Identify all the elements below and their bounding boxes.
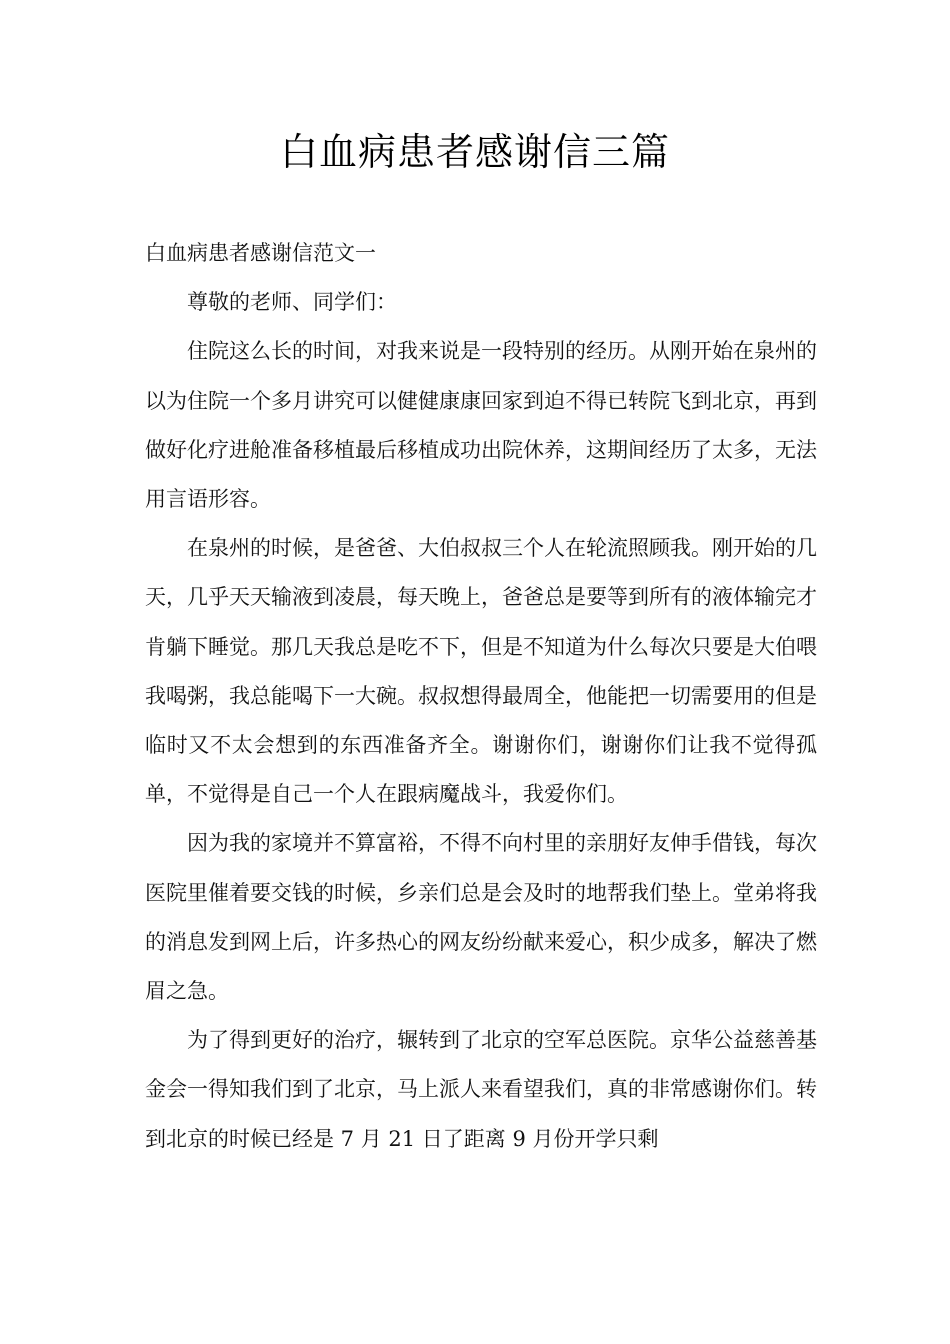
section-heading: 白血病患者感谢信范文一 [145,241,376,265]
paragraph: 因为我的家境并不算富裕，不得不向村里的亲朋好友伸手借钱，每次医院里催着要交钱的时候，乡亲们总是会及时的地帮我们垫上。堂弟将我的消息发到网上后，许多热心的网友纷纷献来爱心，积少成多，解决了燃眉之急。 [145,831,817,1004]
paragraph: 在泉州的时候，是爸爸、大伯叔叔三个人在轮流照顾我。刚开始的几天，几乎天天输液到凌晨，每天晚上，爸爸总是要等到所有的液体输完才肯躺下睡觉。那几天我总是吃不下，但是不知道为什么每次只要是大伯喂我喝粥，我总能喝下一大碗。叔叔想得最周全，他能把一切需要用的但是临时又不太会想到的东西准备齐全。谢谢你们，谢谢你们让我不觉得孤单，不觉得是自己一个人在跟病魔战斗，我爱你们。 [145,536,817,807]
paragraph: 为了得到更好的治疗，辗转到了北京的空军总医院。京华公益慈善基金会一得知我们到了北京，马上派人来看望我们，真的非常感谢你们。转到北京的时候已经是 7 月 21 日了距离 9 月份开学只剩 [145,1028,817,1151]
document-body [145,229,817,1164]
paragraph: 住院这么长的时间，对我来说是一段特别的经历。从刚开始在泉州的以为住院一个多月讲究可以健健康康回家到迫不得已转院飞到北京，再到做好化疗进舱准备移植最后移植成功出院休养，这期间经历了太多，无法用言语形容。 [145,339,817,512]
greeting-line: 尊敬的老师、同学们： [187,290,397,315]
document-title: 白血病患者感谢信三篇 [279,130,670,174]
